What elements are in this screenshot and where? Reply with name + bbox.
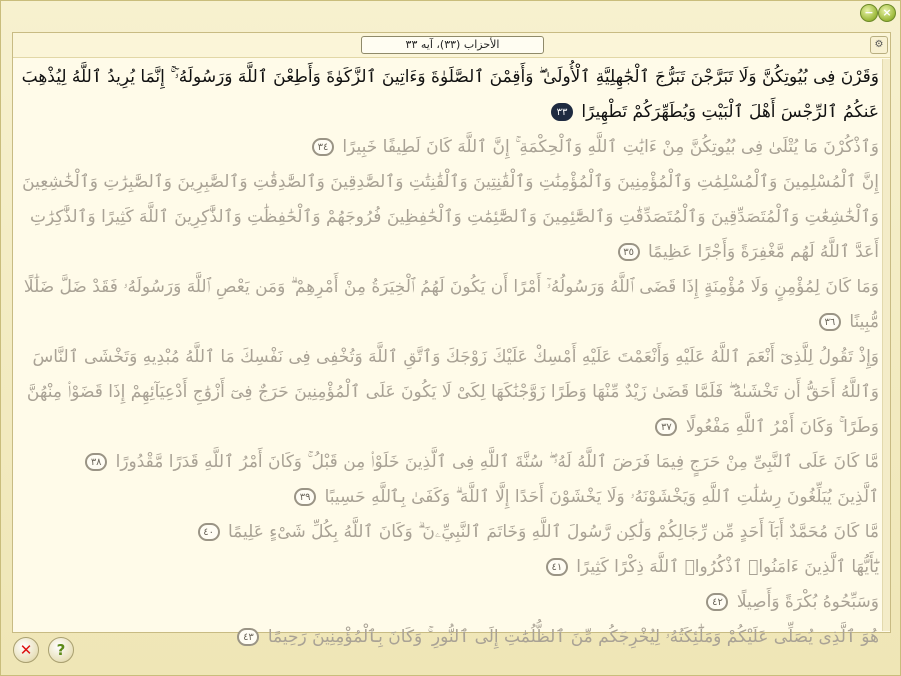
verse-number-marker: ٤٣ [237, 628, 259, 646]
verse-list [19, 60, 879, 655]
verse-item[interactable] [19, 130, 879, 165]
surah-ayah-title: الأحزاب (٣٣)، آيه ٣٣ [361, 36, 544, 54]
verse-item[interactable] [19, 340, 879, 445]
verse-number-marker: ٣٤ [312, 138, 334, 156]
close-x-icon[interactable]: ✕ [13, 637, 39, 663]
verse-text: إِنَّ ٱلْمُسْلِمِينَ وَٱلْمُسْلِمَٰتِ وَٱلْمُؤْمِنِينَ وَٱلْمُؤْمِنَٰتِ وَٱلْقَٰنِتِينَ وَٱلْقَٰنِتَٰتِ وَٱلصَّٰدِقِينَ وَٱلصَّٰدِقَٰتِ وَٱلصَّٰبِرِينَ وَٱلصَّٰبِرَٰتِ وَٱلْخَٰشِعِينَ وَٱلْخَٰشِعَٰتِ وَٱلْمُتَصَدِّقِينَ وَٱلْمُتَصَدِّقَٰتِ وَٱلصَّٰٓئِمِينَ وَٱلصَّٰٓئِمَٰتِ وَٱلْحَٰفِظِينَ فُرُوجَهُمْ وَٱلْحَٰفِظَٰتِ وَٱلذَّٰكِرِينَ ٱللَّهَ كَثِيرًا وَٱلذَّٰكِرَٰتِ أَعَدَّ ٱللَّهُ لَهُم مَّغْفِرَةً وَأَجْرًا عَظِيمًا [22, 172, 879, 262]
verse-item[interactable] [19, 165, 879, 270]
verse-number-marker: ٣٥ [618, 243, 640, 261]
verse-item[interactable] [19, 585, 879, 620]
close-icon[interactable]: × [878, 4, 896, 22]
verse-number-marker: ٣٩ [294, 488, 316, 506]
verse-text: وَٱذْكُرْنَ مَا يُتْلَىٰ فِى بُيُوتِكُنَّ مِنْ ءَايَٰتِ ٱللَّهِ وَٱلْحِكْمَةِ ۚ إِنَّ ٱللَّهَ كَانَ لَطِيفًا خَبِيرًا [342, 137, 879, 157]
verse-item[interactable] [19, 480, 879, 515]
verse-text: ٱلَّذِينَ يُبَلِّغُونَ رِسَٰلَٰتِ ٱللَّهِ وَيَخْشَوْنَهُۥ وَلَا يَخْشَوْنَ أَحَدًا إِلَّا ٱللَّهَ ۗ وَكَفَىٰ بِٱللَّهِ حَسِيبًا [324, 487, 879, 507]
header-bar [13, 33, 890, 58]
verse-item[interactable] [19, 550, 879, 585]
reader-panel [12, 32, 891, 647]
verse-item[interactable] [19, 270, 879, 340]
verse-item[interactable] [19, 445, 879, 480]
verse-number-marker: ٤١ [546, 558, 568, 576]
help-icon[interactable]: ? [48, 637, 74, 663]
scrollbar[interactable] [882, 59, 890, 631]
verse-text: مَّا كَانَ مُحَمَّدٌ أَبَآ أَحَدٍ مِّن رِّجَالِكُمْ وَلَٰكِن رَّسُولَ ٱللَّهِ وَخَاتَمَ ٱلنَّبِيِّۦنَ ۗ وَكَانَ ٱللَّهُ بِكُلِّ شَىْءٍ عَلِيمًا [227, 522, 879, 542]
verse-item[interactable] [19, 515, 879, 550]
wrench-icon[interactable]: ⚙ [870, 36, 888, 54]
verse-item[interactable] [19, 620, 879, 655]
verse-text: هُوَ ٱلَّذِى يُصَلِّى عَلَيْكُمْ وَمَلَٰٓئِكَتُهُۥ لِيُخْرِجَكُم مِّنَ ٱلظُّلُمَٰتِ إِلَى ٱلنُّورِ ۚ وَكَانَ بِٱلْمُؤْمِنِينَ رَحِيمًا [267, 627, 879, 647]
verse-number-marker: ٣٦ [819, 313, 841, 331]
verse-text: وَمَا كَانَ لِمُؤْمِنٍ وَلَا مُؤْمِنَةٍ إِذَا قَضَى ٱللَّهُ وَرَسُولُهُۥٓ أَمْرًا أَن يَكُونَ لَهُمُ ٱلْخِيَرَةُ مِنْ أَمْرِهِمْ ۗ وَمَن يَعْصِ ٱللَّهَ وَرَسُولَهُۥ فَقَدْ ضَلَّ ضَلَٰلًا مُّبِينًا [23, 277, 879, 332]
verse-number-marker: ٣٧ [655, 418, 677, 436]
verse-text: يَٰٓأَيُّهَا ٱلَّذِينَ ءَامَنُوا۟ ٱذْكُرُوا۟ ٱللَّهَ ذِكْرًا كَثِيرًا [576, 557, 879, 577]
verse-text: وَقَرْنَ فِى بُيُوتِكُنَّ وَلَا تَبَرَّجْنَ تَبَرُّجَ ٱلْجَٰهِلِيَّةِ ٱلْأُولَىٰ ۖ وَأَقِمْنَ ٱلصَّلَوٰةَ وَءَاتِينَ ٱلزَّكَوٰةَ وَأَطِعْنَ ٱللَّهَ وَرَسُولَهُۥٓ ۚ إِنَّمَا يُرِيدُ ٱللَّهُ لِيُذْهِبَ عَنكُمُ ٱلرِّجْسَ أَهْلَ ٱلْبَيْتِ وَيُطَهِّرَكُمْ تَطْهِيرًا [21, 67, 879, 122]
verse-text: وَسَبِّحُوهُ بُكْرَةً وَأَصِيلًا [736, 592, 879, 612]
verse-number-marker: ٤٢ [706, 593, 728, 611]
verse-item[interactable] [19, 60, 879, 130]
verse-number-marker: ٣٨ [85, 453, 107, 471]
verse-number-marker: ٣٣ [551, 103, 573, 121]
verse-number-marker: ٤٠ [198, 523, 220, 541]
minimize-icon[interactable]: − [860, 4, 878, 22]
verse-text: مَّا كَانَ عَلَى ٱلنَّبِىِّ مِنْ حَرَجٍ فِيمَا فَرَضَ ٱللَّهُ لَهُۥ ۖ سُنَّةَ ٱللَّهِ فِى ٱلَّذِينَ خَلَوْا۟ مِن قَبْلُ ۚ وَكَانَ أَمْرُ ٱللَّهِ قَدَرًا مَّقْدُورًا [115, 452, 879, 472]
verse-text: وَإِذْ تَقُولُ لِلَّذِىٓ أَنْعَمَ ٱللَّهُ عَلَيْهِ وَأَنْعَمْتَ عَلَيْهِ أَمْسِكْ عَلَيْكَ زَوْجَكَ وَٱتَّقِ ٱللَّهَ وَتُخْفِى فِى نَفْسِكَ مَا ٱللَّهُ مُبْدِيهِ وَتَخْشَى ٱلنَّاسَ وَٱللَّهُ أَحَقُّ أَن تَخْشَىٰهُ ۖ فَلَمَّا قَضَىٰ زَيْدٌ مِّنْهَا وَطَرًا زَوَّجْنَٰكَهَا لِكَىْ لَا يَكُونَ عَلَى ٱلْمُؤْمِنِينَ حَرَجٌ فِىٓ أَزْوَٰجِ أَدْعِيَآئِهِمْ إِذَا قَضَوْا۟ مِنْهُنَّ وَطَرًا ۚ وَكَانَ أَمْرُ ٱللَّهِ مَفْعُولًا [26, 347, 879, 437]
